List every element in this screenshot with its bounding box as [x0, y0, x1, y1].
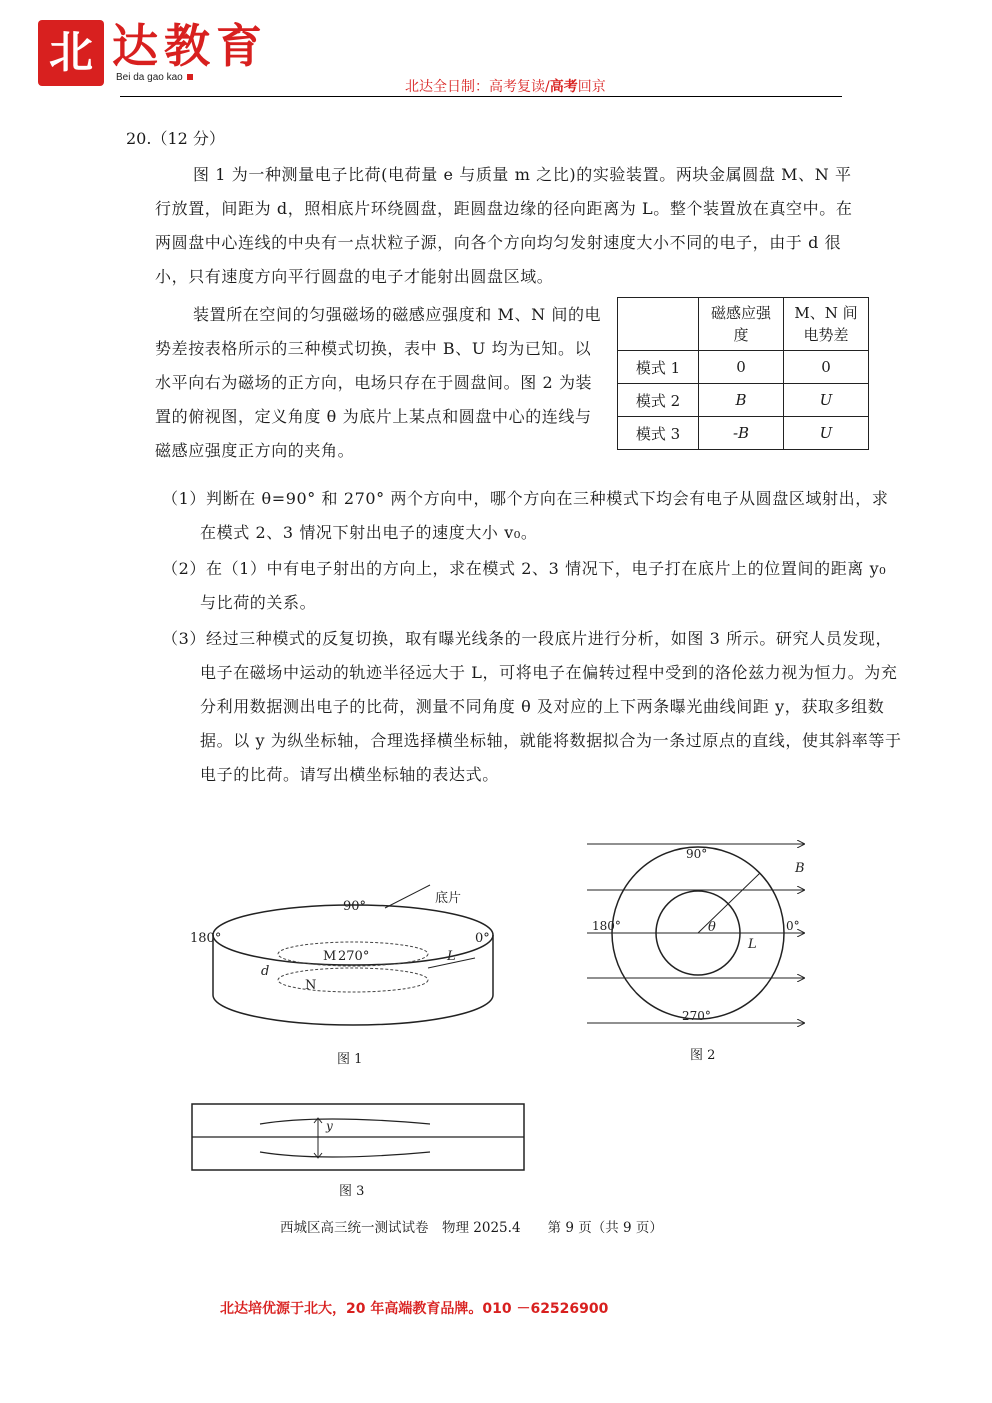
header-u-text: M、N 间电势差 — [794, 304, 858, 344]
question-number: 20.（12 分） — [126, 129, 225, 148]
fig2-label-270: 270° — [682, 1009, 711, 1023]
header-divider — [120, 96, 842, 97]
fig2-label-90: 90° — [686, 847, 708, 861]
fig1-label-l: L — [447, 949, 456, 964]
sub-question-2: （2）在（1）中有电子射出的方向上，求在模式 2、3 情况下，电子打在底片上的位置间的距离 y₀ 与比荷的关系。 — [162, 559, 887, 612]
sub-question-1: （1）判断在 θ=90° 和 270° 两个方向中，哪个方向在三种模式下均会有电子从圆盘区域射出，求在模式 2、3 情况下射出电子的速度大小 v₀。 — [162, 489, 889, 542]
figure-1-caption: 图 1 — [337, 1052, 363, 1067]
table-header-cell — [618, 298, 699, 351]
table-cell: B — [699, 384, 784, 417]
table-cell: 0 — [784, 351, 869, 384]
figure-1-diagram — [185, 880, 515, 1030]
figure-3-diagram — [190, 1100, 526, 1172]
brand-footer: 北达培优源于北大，20 年高端教育品牌。010 －62526900 — [220, 1301, 609, 1317]
table-cell: 模式 2 — [618, 384, 699, 417]
slogan-suffix: 回京 — [577, 79, 606, 95]
fig2-label-180: 180° — [592, 919, 621, 933]
figure-3-caption: 图 3 — [339, 1184, 365, 1199]
mode-table — [617, 297, 869, 450]
table-cell: 模式 3 — [618, 417, 699, 450]
fig1-label-m: M — [323, 949, 337, 964]
upper-exposure-curve — [260, 1119, 430, 1124]
slogan-bold: 高考 — [549, 79, 578, 95]
table-header-row — [618, 298, 869, 351]
table-cell: U — [784, 417, 869, 450]
sub-question-3: （3）经过三种模式的反复切换，取有曝光线条的一段底片进行分析，如图 3 所示。研究人员发现，电子在磁场中运动的轨迹半径远大于 L，可将电子在偏转过程中受到的洛伦兹力视为恒力。为充分利用数据测出电子的比荷，测量不同角度 θ 及对应的上下两条曝光曲线间距 y，获取多组数据。以 y 为纵坐标轴，合理选择横坐标轴，就能将数据拟合为一条过原点的直线，使其斜率等于电子的比荷。请写出横坐标轴的表达式。 — [162, 629, 902, 784]
fig2-label-theta: θ — [708, 920, 716, 935]
fig1-label-n: N — [305, 978, 317, 993]
slogan-prefix: 北达全日制：高考复读/ — [405, 79, 550, 95]
table-header-cell — [784, 298, 869, 351]
logo-square-icon — [187, 74, 193, 80]
question-paragraph-1: 图 1 为一种测量电子比荷(电荷量 e 与质量 m 之比)的实验装置。两块金属圆盘 M、N 平行放置，间距为 d，照相底片环绕圆盘，距圆盘边缘的径向距离为 L。整个装置放在真空中。在两圆盘中心连线的中央有一点状粒子源，向各个方向均匀发射速度大小不同的电子，由于 d 很小，只有速度方向平行圆盘的电子才能射出圆盘区域。 — [155, 165, 853, 286]
film-pointer-line — [385, 885, 430, 908]
table-header-cell — [699, 298, 784, 351]
table-cell: U — [784, 384, 869, 417]
logo-mark-char: 北 — [49, 27, 93, 78]
lower-exposure-curve — [260, 1152, 430, 1157]
disk-n-ellipse — [278, 968, 428, 992]
question-paragraph-2: 装置所在空间的匀强磁场的磁感应强度和 M、N 间的电势差按表格所示的三种模式切换，表中 B、U 均为已知。以水平向右为磁场的正方向，电场只存在于圆盘间。图 2 为装置的俯视图，定义角度 θ 为底片上某点和圆盘中心的连线与磁感应强度正方向的夹角。 — [155, 305, 602, 460]
logo-subtitle — [116, 72, 193, 83]
logo-mark — [38, 20, 104, 86]
fig1-label-0: 0° — [475, 931, 490, 946]
table-cell: 0 — [699, 351, 784, 384]
table-row — [618, 351, 869, 384]
fig1-label-270: 270° — [338, 949, 370, 964]
fig1-label-180: 180° — [190, 931, 222, 946]
table-cell: -B — [699, 417, 784, 450]
logo-text: 达教育 — [112, 19, 268, 73]
logo-subtitle-text: Bei da gao kao — [116, 72, 183, 83]
fig1-label-90: 90° — [343, 899, 367, 914]
header-b-text: 磁感应强度 — [710, 304, 771, 344]
fig2-label-b: B — [795, 861, 805, 876]
table-row — [618, 384, 869, 417]
film-bottom-arc — [213, 995, 493, 1025]
fig2-label-0: 0° — [786, 919, 800, 933]
figure-2-caption: 图 2 — [690, 1048, 716, 1063]
table-row — [618, 417, 869, 450]
header-slogan — [405, 76, 606, 96]
fig1-label-film: 底片 — [435, 891, 462, 906]
table-cell: 模式 1 — [618, 351, 699, 384]
fig2-label-l: L — [748, 937, 757, 952]
figure-2-diagram — [582, 838, 812, 1033]
exam-footer: 西城区高三统一测试试卷 物理 2025.4 第 9 页（共 9 页） — [280, 1220, 663, 1236]
fig1-label-d: d — [261, 964, 270, 979]
fig3-label-y: y — [326, 1119, 333, 1133]
